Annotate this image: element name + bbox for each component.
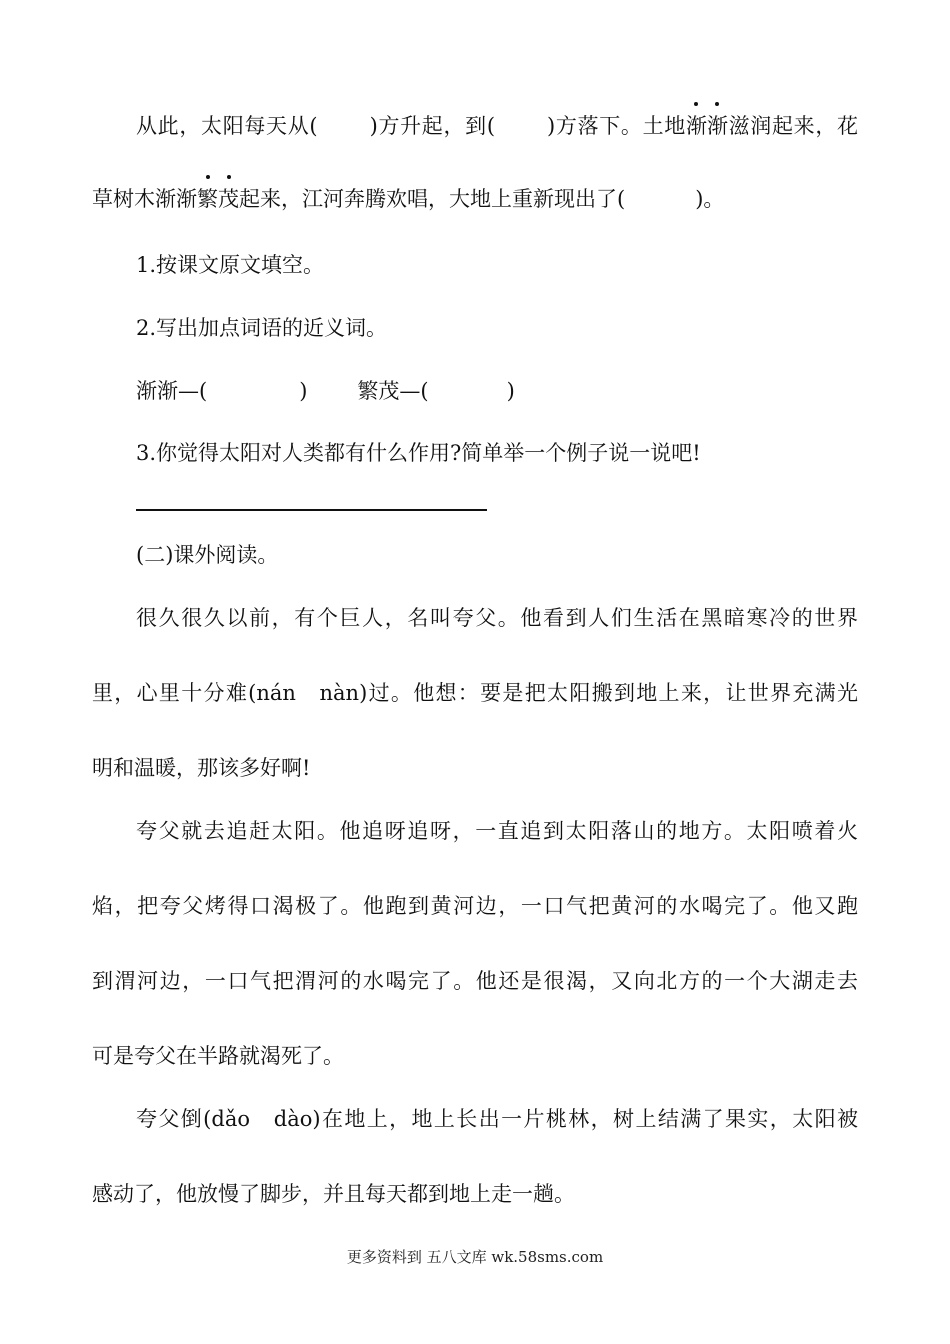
section-heading: (二)课外阅读。 xyxy=(136,543,279,567)
paragraph-line: 明和温暖，那该多好啊! xyxy=(92,756,311,780)
dotted-char: 渐 xyxy=(686,111,707,141)
paragraph-line: 到渭河边，一口气把渭河的水喝完了。他还是很渴，又向北方的一个大湖走去 xyxy=(92,969,858,993)
paragraph-line: 感动了，他放慢了脚步，并且每天都到地上走一趟。 xyxy=(92,1182,575,1206)
paragraph-line: 可是夸父在半路就渴死了。 xyxy=(92,1044,344,1068)
dotted-char: 繁 xyxy=(197,184,218,214)
question-2: 2.写出加点词语的近义词。 xyxy=(136,316,388,340)
synonym-label-1: 渐渐—( xyxy=(136,379,208,403)
paragraph-line: 夸父倒(dǎo dào)在地上，地上长出一片桃林，树上结满了果实，太阳被 xyxy=(136,1107,858,1131)
paragraph-line: 里，心里十分难(nán nàn)过。他想：要是把太阳搬到地上来，让世界充满光 xyxy=(92,681,858,705)
footer-text: 更多资料到 五八文库 wk.58sms.com xyxy=(346,1248,604,1266)
passage-line-2: 草树木渐渐繁茂起来，江河奔腾欢唱，大地上重新现出了( )。 xyxy=(92,184,858,214)
answer-line[interactable] xyxy=(136,509,487,511)
passage-line-1: 从此，太阳每天从( )方升起，到( )方落下。土地渐渐滋润起来，花 xyxy=(136,111,858,141)
dotted-char: 渐 xyxy=(707,111,728,141)
synonym-label-2: 繁茂—( xyxy=(357,379,429,403)
dotted-char: 茂 xyxy=(218,184,239,214)
question-3: 3.你觉得太阳对人类都有什么作用?简单举一个例子说一说吧! xyxy=(136,441,701,465)
paragraph-line: 夸父就去追赶太阳。他追呀追呀，一直追到太阳落山的地方。太阳喷着火 xyxy=(136,819,858,843)
question-1: 1.按课文原文填空。 xyxy=(136,253,325,277)
paragraph-line: 焰，把夸父烤得口渴极了。他跑到黄河边，一口气把黄河的水喝完了。他又跑 xyxy=(92,894,858,918)
synonym-row: 渐渐—( ) 繁茂—( ) xyxy=(136,379,515,403)
paragraph-line: 很久很久以前，有个巨人，名叫夸父。他看到人们生活在黑暗寒冷的世界 xyxy=(136,606,858,630)
